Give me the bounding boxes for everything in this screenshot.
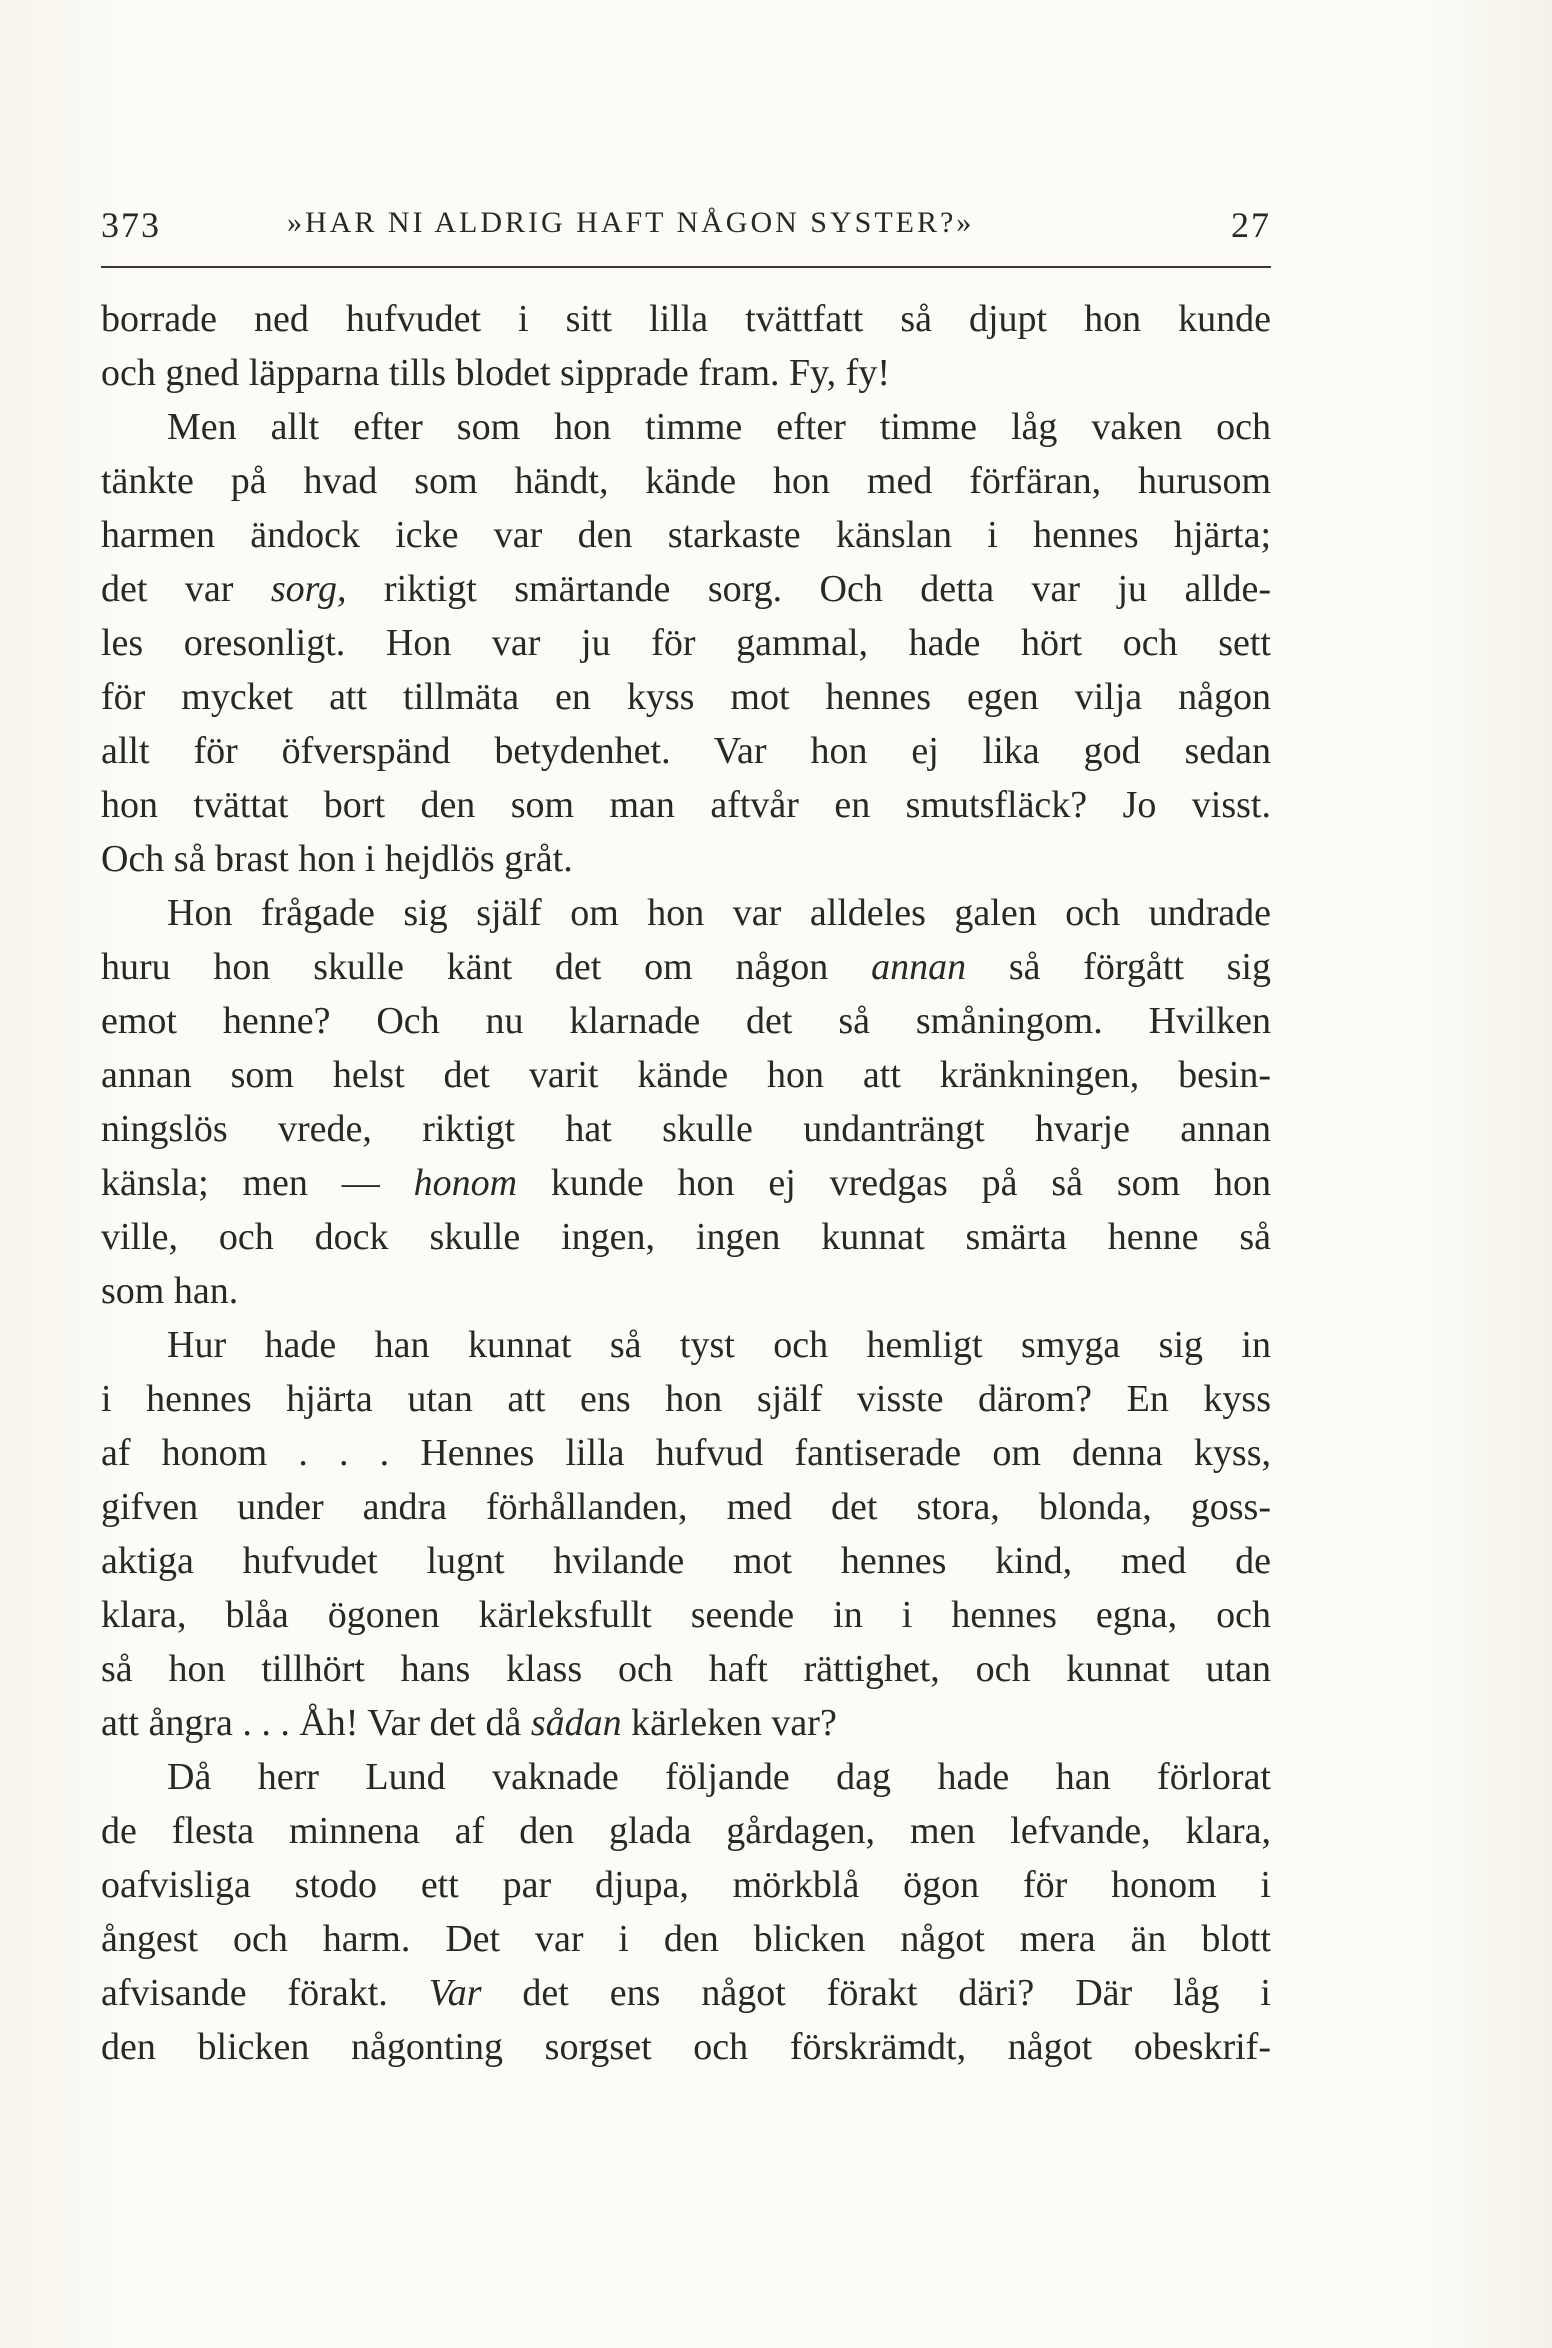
text-line	[101, 562, 1271, 616]
body-text	[101, 292, 1271, 2074]
line-text-before: huru hon skulle känt det om någon	[101, 946, 872, 988]
line-text-before: afvisande förakt.	[101, 1972, 429, 2014]
text-line: emot henne? Och nu klarnade det så småningom. Hvilken	[101, 1000, 1271, 1042]
italic-word: honom	[413, 1162, 518, 1204]
page-number: 373	[101, 205, 161, 245]
italic-word: sådan	[530, 1702, 622, 1744]
text-line: som han.	[101, 1270, 239, 1312]
italic-word: Var	[428, 1972, 482, 2014]
line-text-before: känsla; men —	[101, 1162, 414, 1204]
text-line: Hon frågade sig själf om hon var alldeles galen och undrade	[167, 892, 1271, 934]
text-line: tänkte på hvad som händt, kände hon med förfäran, hurusom	[101, 460, 1271, 502]
text-line: Och så brast hon i hejdlös gråt.	[101, 838, 573, 880]
text-line	[101, 1696, 1271, 1750]
text-line: oafvisliga stodo ett par djupa, mörkblå ögon för honom i	[101, 1864, 1271, 1906]
text-line: aktiga hufvudet lugnt hvilande mot hennes kind, med de	[101, 1540, 1271, 1582]
text-line: ville, och dock skulle ingen, ingen kunnat smärta henne så	[101, 1216, 1271, 1258]
text-line: allt för öfverspänd betydenhet. Var hon ej lika god sedan	[101, 730, 1271, 772]
line-text-after: kärleken var?	[621, 1702, 837, 1744]
line-text-after: det ens något förakt däri? Där låg i	[481, 1972, 1271, 2014]
text-line: Då herr Lund vaknade följande dag hade han förlorat	[167, 1756, 1271, 1798]
text-line: annan som helst det varit kände hon att kränkningen, besin-	[101, 1054, 1271, 1096]
running-head	[101, 196, 1271, 256]
italic-word: sorg,	[270, 568, 347, 610]
text-line: borrade ned hufvudet i sitt lilla tvättfatt så djupt hon kunde	[101, 298, 1271, 340]
chapter-title: »HAR NI ALDRIG HAFT NÅGON SYSTER?»	[287, 206, 975, 239]
text-line: den blicken någonting sorgset och förskrämdt, något obeskrif-	[101, 2026, 1271, 2068]
line-text-before: det var	[101, 568, 271, 610]
text-line: klara, blåa ögonen kärleksfullt seende in i hennes egna, och	[101, 1594, 1271, 1636]
italic-word: annan	[871, 946, 967, 988]
line-text-after: riktigt smärtande sorg. Och detta var ju allde-	[346, 568, 1271, 610]
signature-number: 27	[1231, 205, 1271, 245]
text-line: för mycket att tillmäta en kyss mot hennes egen vilja någon	[101, 676, 1271, 718]
text-line: de flesta minnena af den glada gårdagen, men lefvande, klara,	[101, 1810, 1271, 1852]
text-line: ångest och harm. Det var i den blicken något mera än blott	[101, 1918, 1271, 1960]
text-line: Men allt efter som hon timme efter timme låg vaken och	[167, 406, 1271, 448]
text-line	[101, 1156, 1271, 1210]
line-text-after: så förgått sig	[966, 946, 1271, 988]
text-line: harmen ändock icke var den starkaste känslan i hennes hjärta;	[101, 514, 1271, 556]
text-line: i hennes hjärta utan att ens hon själf visste därom? En kyss	[101, 1378, 1271, 1420]
text-line	[101, 940, 1271, 994]
line-text-after: kunde hon ej vredgas på så som hon	[517, 1162, 1271, 1204]
text-line: hon tvättat bort den som man aftvår en smutsfläck? Jo visst.	[101, 784, 1271, 826]
text-line: gifven under andra förhållanden, med det stora, blonda, goss-	[101, 1486, 1271, 1528]
text-line: och gned läpparna tills blodet sipprade fram. Fy, fy!	[101, 352, 890, 394]
text-line	[101, 1966, 1271, 2020]
header-rule	[101, 266, 1271, 268]
line-text-before: att ångra . . . Åh! Var det då	[101, 1702, 531, 1744]
text-line: så hon tillhört hans klass och haft rättighet, och kunnat utan	[101, 1648, 1271, 1690]
text-line: af honom . . . Hennes lilla hufvud fantiserade om denna kyss,	[101, 1432, 1271, 1474]
text-line: Hur hade han kunnat så tyst och hemligt smyga sig in	[167, 1324, 1271, 1366]
text-line: les oresonligt. Hon var ju för gammal, hade hört och sett	[101, 622, 1271, 664]
text-line: ningslös vrede, riktigt hat skulle undanträngt hvarje annan	[101, 1108, 1271, 1150]
